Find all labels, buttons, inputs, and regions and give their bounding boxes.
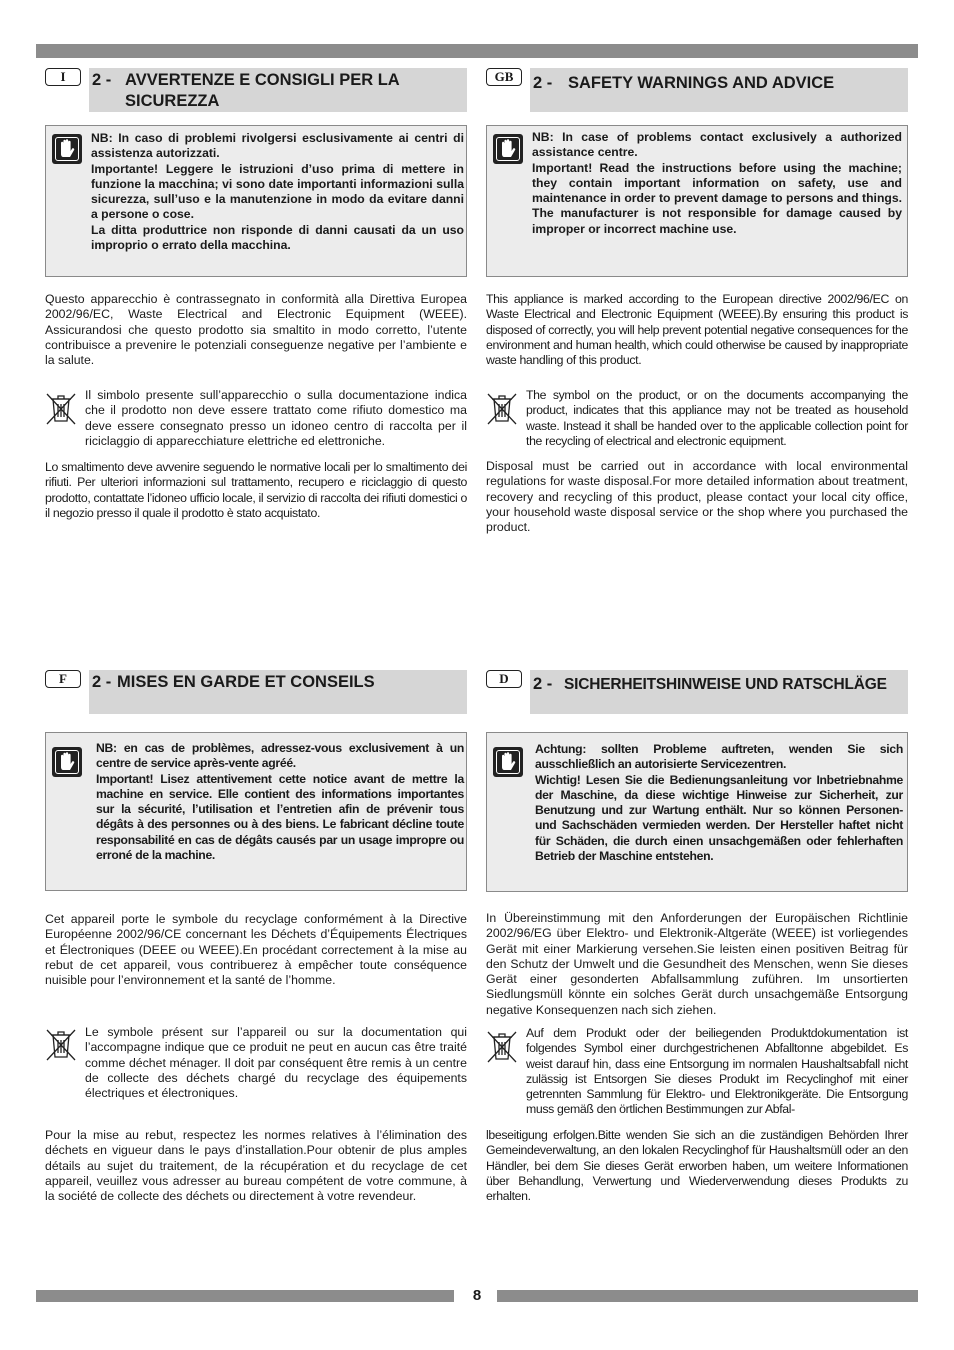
warning-line: La ditta produttrice non risponde di danni causati da un uso improprio o errato della macchina. <box>91 222 464 253</box>
stop-hand-icon <box>52 134 82 164</box>
warning-box-gb <box>486 125 908 277</box>
warning-line: Important! Read the instructions before using the machine; they contain important information on safety, use and maintenance in order to prevent damage to persons and things. The manufacturer is not responsible for damage caused by improper or incorrect machine use. <box>532 160 902 236</box>
warning-box-f <box>45 732 467 891</box>
warning-text-d <box>535 742 903 864</box>
weee-intro-gb: This appliance is marked according to the European directive 2002/96/EC on Waste Electrical and Electronic Equipment (WEEE).By ensuring this product is disposed of correctly, you will help prevent potential negative consequences for the environment and human health, which could otherwise be caused by inappropriate waste handling of this product. <box>486 292 908 368</box>
warning-text-it <box>91 131 464 253</box>
language-badge-gb: GB <box>486 68 522 86</box>
language-badge-d: D <box>486 670 522 688</box>
page-number: 8 <box>472 1287 482 1304</box>
warning-line: Importante! Leggere le istruzioni d’uso prima di mettere in funzione la macchina; vi sono date importanti informazioni sulla sicurezza, sull’uso e la manutenzione in modo da evitare danni a persone o cose. <box>91 161 464 222</box>
warning-line: NB: en cas de problèmes, adressez-vous exclusivement à un centre de service après-vente agréé. <box>96 741 464 771</box>
warning-line: Wichtig! Lesen Sie die Bedienungsanleitung vor Inbetriebnahme der Maschine, da diese wichtige Hinweise zur Sicherheit, zur Benutzung und zur Wartung enthält. Nur so können Personen- und Sachschäden vermieden werden. Der Hersteller haftet nicht für Schäden, die durch einen unsachgemäßen oder fehlerhaften Betrieb der Maschine entstehen. <box>535 772 903 864</box>
heading-title: SAFETY WARNINGS AND ADVICE <box>568 74 835 92</box>
section-german <box>486 670 910 1215</box>
section-english <box>486 68 910 538</box>
section-heading-gb <box>530 68 908 112</box>
heading-number: 2 - <box>92 71 112 89</box>
warning-box-it <box>45 125 467 277</box>
stop-hand-icon <box>493 134 523 164</box>
warning-box-d <box>486 732 908 892</box>
bottom-rule-right <box>497 1290 918 1302</box>
weee-intro-f: Cet appareil porte le symbole du recyclage conformément à la Directive Européenne 2002/96/CE concernant les Déchets d’Équipements Électriques et Électroniques (DEEE ou WEEE).En procédant correctement à la mise au rebut de cet appareil, vous contribuerez à empêcher toute conséquence nuisible pour l’environnement et la santé de l’homme. <box>45 912 467 988</box>
section-heading-f <box>89 670 467 714</box>
crossed-bin-icon <box>486 390 518 426</box>
stop-hand-icon <box>52 747 82 777</box>
heading-title: AVVERTENZE E CONSIGLI PER LA SICUREZZA <box>125 71 400 110</box>
disposal-text-f: Pour la mise au rebut, respectez les normes relatives à l’élimination des déchets en vigueur dans le pays d’installation.Pour obtenir de plus amples détails au sujet du traitement, de la récupération et du recyclage de cet appareil, veuillez vous adresser au bureau compétent de votre commune, à la société de collecte des déchets ou directement à votre revendeur. <box>45 1128 467 1204</box>
weee-symbol-text-f: Le symbole présent sur l’appareil ou sur la documentation qui l’accompagne indique que ce produit ne peut en aucun cas être traité comme déchet ménager. Il doit par conséquent être remis à un centre de collecte des déchets chargé du recyclage des équipements électriques et électroniques. <box>85 1025 467 1101</box>
bottom-rule-left <box>36 1290 454 1302</box>
weee-intro-it: Questo apparecchio è contrassegnato in conformità alla Direttiva Europea 2002/96/EC, Waste Electrical and Electronic Equipment (WEEE). Assicurandosi che questo prodotto sia smaltito in modo corretto, l’utente contribuisce a prevenire le potenziali conseguenze negative per l’ambiente e la salute. <box>45 292 467 368</box>
weee-symbol-text-gb: The symbol on the product, or on the documents accompanying the product, indicates that this appliance may not be treated as household waste. Instead it shall be handed over to the applicable collection point for the recycling of electrical and electronic equipment. <box>526 388 908 448</box>
top-rule <box>36 44 918 58</box>
heading-number: 2 - <box>533 74 553 92</box>
weee-intro-d: In Übereinstimmung mit den Anforderungen der Europäischen Richtlinie 2002/96/EG über Elektro- und Elektronik-Altgeräte (WEEE) ist vorliegendes Gerät mit einer Markierung versehen.Sie leisten einen positiven Beitrag für den Schutz der Umwelt und die Gesundheit des Menschen, wenn Sie dieses Gerät einer gesonderten Abfallsammlung zuführen. Im unsortierten Siedlungsmüll könnte ein solches Gerät durch unsachgemäße Entsorgung negative Konsequenzen nach sich ziehen. <box>486 911 908 1017</box>
heading-title: MISES EN GARDE ET CONSEILS <box>117 673 375 691</box>
section-italian <box>45 68 469 538</box>
language-badge-f: F <box>45 670 81 688</box>
disposal-text-it: Lo smaltimento deve avvenire seguendo le normative locali per lo smaltimento dei rifiuti. Per ulteriori informazioni sul trattamento, recupero e riciclaggio di questo prodotto, contattate l’idoneo ufficio locale, il servizio di raccolta dei rifiuti domestici o il negozio presso il quale il prodotto è stato acquistato. <box>45 460 467 520</box>
weee-symbol-text-it: Il simbolo presente sull’apparecchio o sulla documentazione indica che il prodotto non deve essere trattato come rifiuto domestico ma deve essere consegnato presso un idoneo centro di raccolta per il riciclaggio di apparecchiature elettriche ed elettroniche. <box>85 388 467 448</box>
section-french <box>45 670 469 1215</box>
warning-line: Important! Lisez attentivement cette notice avant de mettre la machine en service. Elle contient des informations importantes sur la sécurité, l’utilisation et l’entretien afin de prévenir tous dégâts à des personnes ou à des biens. Le fabricant décline toute responsabilité en cas de dégâts causés par un usage impropre ou erroné de la machine. <box>96 771 464 863</box>
crossed-bin-icon <box>45 390 77 426</box>
weee-symbol-text-d: Auf dem Produkt oder der beiliegenden Produktdokumentation ist folgendes Symbol einer durchgestrichenen Abfalltonne abgebildet. Es weist darauf hin, dass eine Entsorgung im normalen Haushaltsabfall nicht zulässig ist Entsorgen Sie dieses Produkt im Recyclinghof mit einer getrennten Sammlung für Elektro- und Elektronikgeräte. Die Entsorgung muss gemäß den örtlichen Bestimmungen zur Abfal- <box>526 1026 908 1117</box>
stop-hand-icon <box>493 747 523 777</box>
warning-line: NB: In caso di problemi rivolgersi esclusivamente ai centri di assistenza autorizzati. <box>91 131 464 161</box>
warning-line: Achtung: sollten Probleme auftreten, wenden Sie sich ausschließlich an autorisierte Servicezentren. <box>535 742 903 772</box>
warning-text-f <box>96 741 464 863</box>
crossed-bin-icon <box>486 1028 518 1064</box>
section-heading-d <box>530 670 908 714</box>
heading-number: 2 - <box>92 673 112 691</box>
heading-number: 2 - <box>533 675 553 693</box>
section-heading-it <box>89 68 467 112</box>
crossed-bin-icon <box>45 1026 77 1062</box>
disposal-text-d: lbeseitigung erfolgen.Bitte wenden Sie sich an die zuständigen Behörden Ihrer Gemeindeverwaltung, an den lokalen Recyclinghof für Haushaltsmüll oder an den Händler, bei dem Sie dieses Gerät erworben haben, um weitere Informationen über Behandlung, Verwertung und Wiederverwendung dieses Produkts zu erhalten. <box>486 1128 908 1204</box>
heading-title: SICHERHEITSHINWEISE UND RATSCHLÄGE <box>564 676 887 693</box>
disposal-text-gb: Disposal must be carried out in accordance with local environmental regulations for waste disposal.For more detailed information about treatment, recovery and recycling of this product, please contact your local city office, your household waste disposal service or the shop where you purchased the product. <box>486 459 908 535</box>
warning-text-gb <box>532 130 902 237</box>
language-badge-it: I <box>45 68 81 86</box>
warning-line: NB: In case of problems contact exclusively a authorized assistance centre. <box>532 130 902 160</box>
